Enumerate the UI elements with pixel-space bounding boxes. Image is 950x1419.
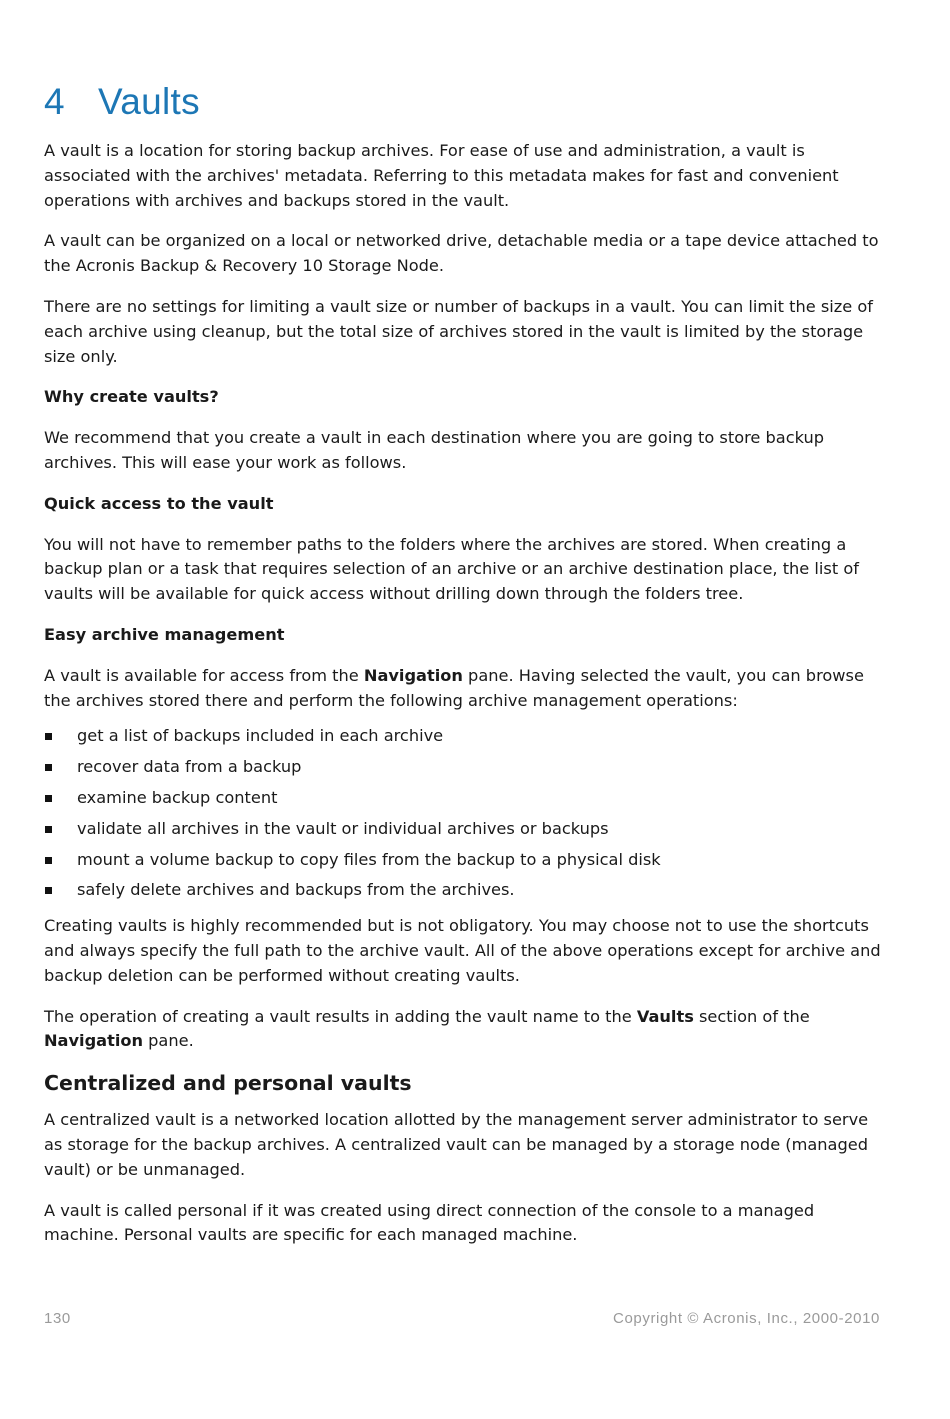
quick-access-heading: Quick access to the vault [44, 493, 274, 513]
list-item-text: safely delete archives and backups from the archives. [77, 880, 515, 900]
list-item-text: mount a volume backup to copy files from the backup to a physical disk [77, 849, 661, 869]
chapter-number: 4 [44, 81, 65, 122]
text-run: The operation of creating a vault results in adding the vault name to the [44, 1006, 637, 1026]
list-item [44, 755, 884, 780]
text-run: pane. [143, 1031, 194, 1051]
easy-management-paragraph [44, 664, 884, 714]
text-run: pane. Having selected the vault, you can browse the archives stored there and perform the following archive management operations: [44, 665, 864, 710]
chapter-title: Vaults [98, 81, 200, 122]
intro-paragraph-3: There are no settings for limiting a vault size or number of backups in a vault. You can limit the size of each archive using cleanup, but the total size of archives stored in the vault is limited by the storage size only. [44, 296, 873, 366]
list-item-text: get a list of backups included in each archive [77, 726, 444, 746]
bullet-square-icon [45, 795, 52, 802]
easy-management-heading: Easy archive management [44, 624, 285, 644]
bullet-square-icon [45, 857, 52, 864]
document-body [44, 139, 884, 1264]
copyright-text: Copyright © Acronis, Inc., 2000-2010 [613, 1310, 880, 1327]
vaults-term: Vaults [636, 1006, 694, 1026]
operation-paragraph [44, 1005, 884, 1055]
intro-paragraph-2: A vault can be organized on a local or networked drive, detachable media or a tape device attached to the Acronis Backup & Recovery 10 Storage Node. [44, 231, 879, 276]
list-item [44, 724, 884, 749]
list-item-text: examine backup content [77, 787, 278, 807]
why-paragraph: We recommend that you create a vault in each destination where you are going to store backup archives. This will ease your work as follows. [44, 428, 825, 472]
page-number: 130 [44, 1310, 71, 1327]
centralized-paragraph: A centralized vault is a networked location allotted by the management server administrator to serve as storage for the backup archives. A centralized vault can be managed by a storage node (managed vault) or be unmanaged. [44, 1110, 869, 1179]
recommend-paragraph: Creating vaults is highly recommended but is not obligatory. You may choose not to use the shortcuts and always specify the full path to the archive vault. All of the above operations except for archive and backup deletion can be performed without creating vaults. [44, 916, 881, 985]
bullet-square-icon [45, 733, 52, 740]
chapter-heading [44, 80, 200, 124]
page-footer [44, 1310, 880, 1327]
bullet-square-icon [45, 764, 52, 771]
navigation-term: Navigation [363, 665, 463, 685]
why-heading: Why create vaults? [44, 387, 219, 407]
list-item [44, 817, 884, 842]
bullet-square-icon [45, 887, 52, 894]
text-run: A vault is available for access from the [44, 665, 364, 685]
navigation-term: Navigation [44, 1031, 144, 1051]
list-item-text: recover data from a backup [77, 757, 302, 777]
list-item-text: validate all archives in the vault or individual archives or backups [77, 818, 609, 838]
centralized-personal-heading: Centralized and personal vaults [44, 1071, 412, 1096]
list-item [44, 786, 884, 811]
personal-paragraph: A vault is called personal if it was created using direct connection of the console to a managed machine. Personal vaults are specific for each managed machine. [44, 1200, 815, 1245]
text-run: section of the [693, 1006, 810, 1026]
list-item [44, 878, 884, 903]
bullet-square-icon [45, 826, 52, 833]
list-item [44, 848, 884, 873]
quick-access-paragraph: You will not have to remember paths to the folders where the archives are stored. When creating a backup plan or a task that requires selection of an archive or an archive destination place, the list of vaults will be available for quick access without drilling down through the folders tree. [44, 534, 859, 604]
operations-list [44, 724, 884, 903]
intro-paragraph-1: A vault is a location for storing backup archives. For ease of use and administration, a vault is associated with the archives' metadata. Referring to this metadata makes for fast and convenient operations with archives and backups stored in the vault. [44, 141, 839, 210]
